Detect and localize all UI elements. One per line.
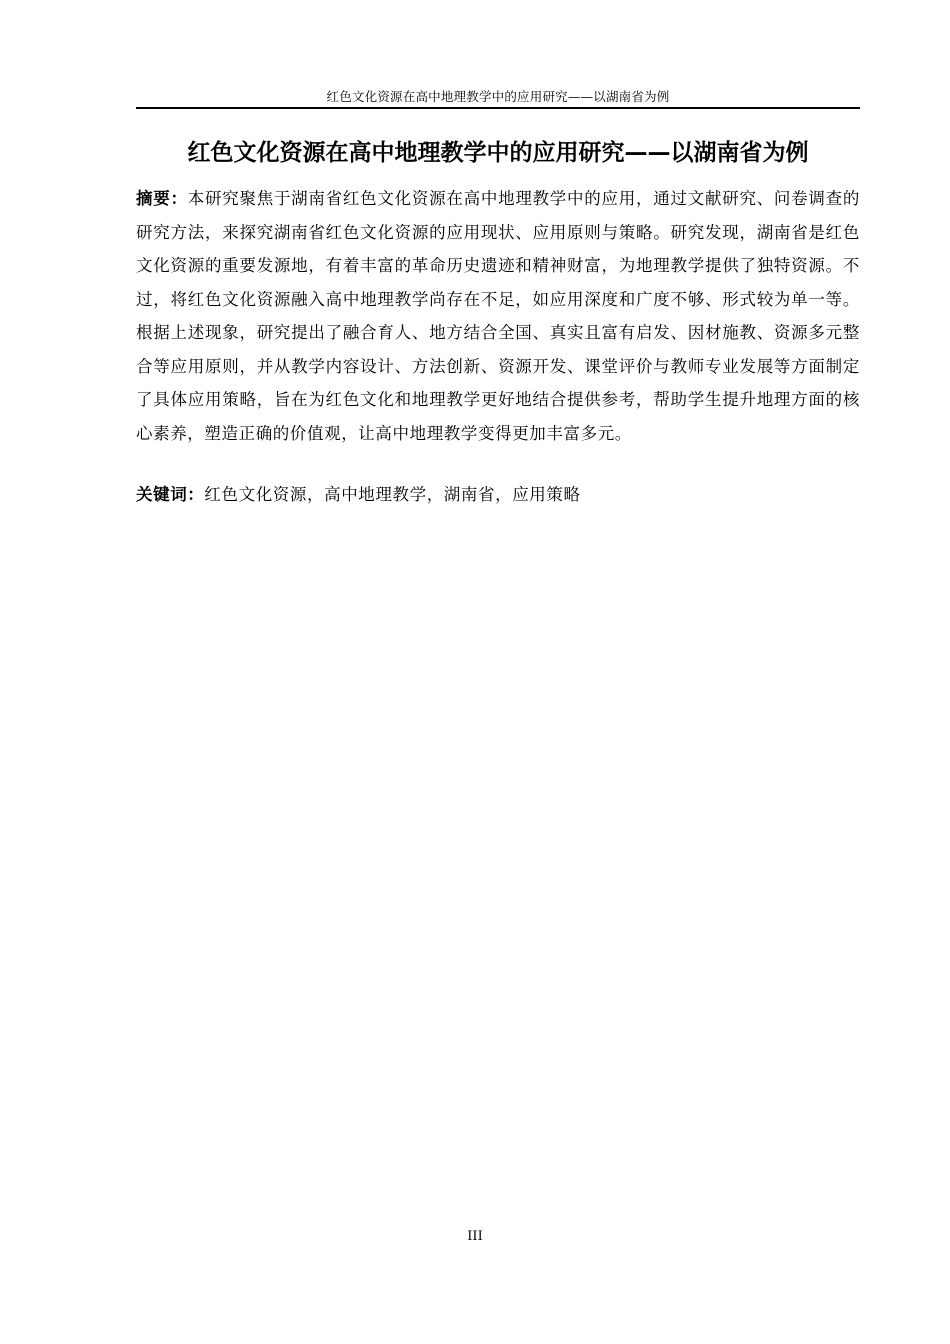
- running-header: 红色文化资源在高中地理教学中的应用研究——以湖南省为例: [326, 89, 670, 104]
- paper-title: 红色文化资源在高中地理教学中的应用研究——以湖南省为例: [187, 140, 809, 166]
- abstract-paragraph: [136, 182, 860, 450]
- keywords-label: 关键词：: [136, 485, 205, 504]
- page-number: III: [467, 1229, 483, 1244]
- abstract-label: 摘要：: [136, 189, 188, 208]
- keywords-text: 红色文化资源，高中地理教学，湖南省，应用策略: [204, 485, 581, 504]
- keywords-paragraph: [136, 481, 860, 509]
- header-rule: [136, 107, 860, 109]
- abstract-text: 本研究聚焦于湖南省红色文化资源在高中地理教学中的应用，通过文献研究、问卷调查的研究方法，来探究湖南省红色文化资源的应用现状、应用原则与策略。研究发现，湖南省是红色文化资源的重要发源地，有着丰富的革命历史遗迹和精神财富，为地理教学提供了独特资源。不过，将红色文化资源融入高中地理教学尚存在不足，如应用深度和广度不够、形式较为单一等。根据上述现象，研究提出了融合育人、地方结合全国、真实且富有启发、因材施教、资源多元整合等应用原则，并从教学内容设计、方法创新、资源开发、课堂评价与教师专业发展等方面制定了具体应用策略，旨在为红色文化和地理教学更好地结合提供参考，帮助学生提升地理方面的核心素养，塑造正确的价值观，让高中地理教学变得更加丰富多元。: [136, 189, 860, 443]
